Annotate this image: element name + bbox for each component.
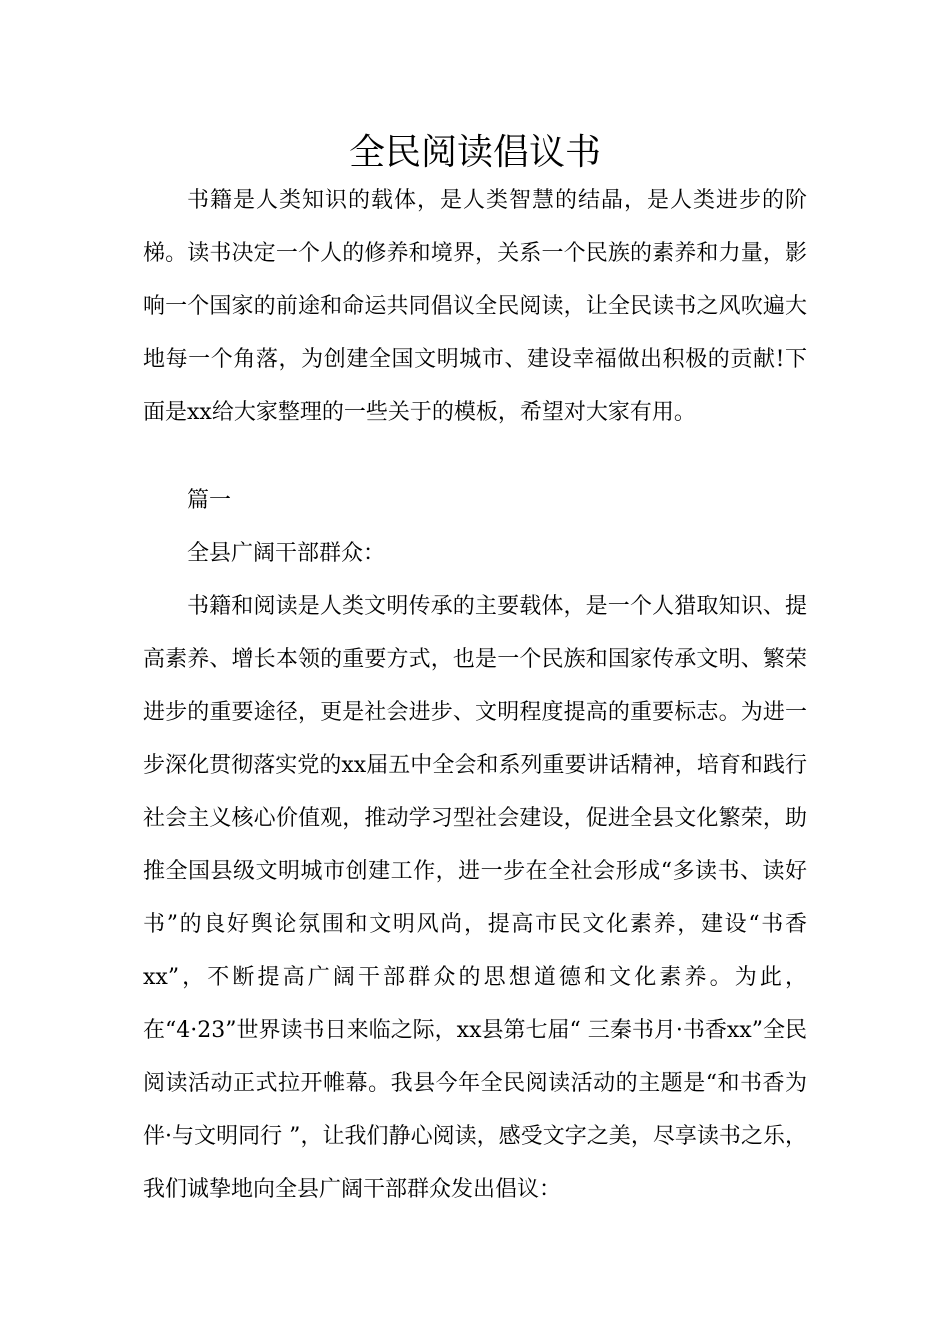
body-paragraph: 书籍和阅读是人类文明传承的主要载体，是一个人猎取知识、提高素养、增长本领的重要方式，也是一个民族和国家传承文明、繁荣进步的重要途径，更是社会进步、文明程度提高的重要标志。为进一步深化贯彻落实党的xx届五中全会和系列重要讲话精神，培育和践行社会主义核心价值观，推动学习型社会建设，促进全县文化繁荣，助推全国县级文明城市创建工作，进一步在全社会形成“多读书、读好书”的良好舆论氛围和文明风尚，提高市民文化素养，建设“书香xx”，不断提高广阔干部群众的思想道德和文化素养。为此，在“4·23”世界读书日来临之际，xx县第七届“ 三秦书月·书香xx”全民阅读活动正式拉开帷幕。我县今年全民阅读活动的主题是“和书香为伴·与文明同行 ”，让我们静心阅读，感受文字之美，尽享读书之乐，我们诚挚地向全县广阔干部群众发出倡议：	[143, 594, 807, 1202]
section-label: 篇一	[187, 488, 232, 513]
document-title: 全民阅读倡议书	[348, 132, 601, 173]
salutation: 全县广阔干部群众：	[187, 541, 386, 566]
intro-paragraph: 书籍是人类知识的载体，是人类智慧的结晶，是人类进步的阶梯。读书决定一个人的修养和境界，关系一个民族的素养和力量，影响一个国家的前途和命运共同倡议全民阅读，让全民读书之风吹遍大地每一个角落，为创建全国文明城市、建设幸福做出积极的贡献!下面是xx给大家整理的一些关于的模板，希望对大家有用。	[143, 188, 807, 425]
